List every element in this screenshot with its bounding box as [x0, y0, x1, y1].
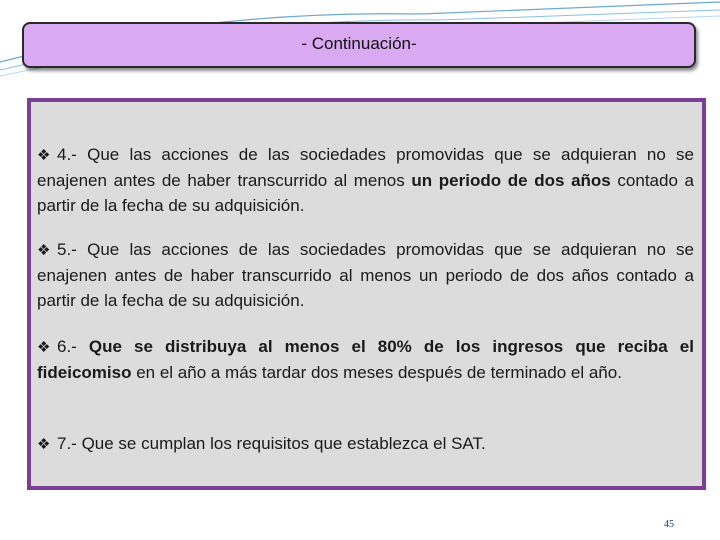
diamond-clover-icon: ❖ — [37, 242, 51, 259]
item-text: Que las acciones de las sociedades promovidas que se adquieran no se enajenen antes de haber transcurrido al menos — [37, 145, 694, 190]
item-bold-text: Que se distribuya al menos el 80% de los ingresos que reciba el fideicomiso — [37, 337, 694, 382]
item-number: 6.- — [57, 337, 77, 356]
item-bold-text: un periodo de dos años — [411, 171, 611, 190]
list-item — [37, 142, 694, 218]
diamond-clover-icon: ❖ — [37, 147, 51, 164]
item-number: 5.- — [57, 240, 77, 259]
item-text-end: en el año a más tardar dos meses después de terminado el año. — [131, 363, 622, 382]
item-text: Que se cumplan los requisitos que establezca el SAT. — [81, 434, 486, 453]
list-item — [37, 431, 694, 457]
title-banner — [22, 22, 696, 68]
item-text: Que las acciones de las sociedades promovidas que se adquieran no se enajenen antes de haber transcurrido al menos un periodo de dos años contado a partir de la fecha de su adquisición. — [37, 240, 694, 310]
content-panel — [27, 98, 706, 490]
item-text-end: contado a partir de la fecha de su adquisición. — [37, 171, 695, 215]
diamond-clover-icon: ❖ — [37, 436, 51, 453]
list-item — [37, 334, 694, 385]
page-number: 45 — [664, 519, 674, 530]
item-number: 7.- — [57, 434, 77, 453]
item-number: 4.- — [57, 145, 77, 164]
list-item — [37, 237, 694, 313]
diamond-clover-icon: ❖ — [37, 339, 51, 356]
page-title: - Continuación- — [301, 34, 417, 53]
